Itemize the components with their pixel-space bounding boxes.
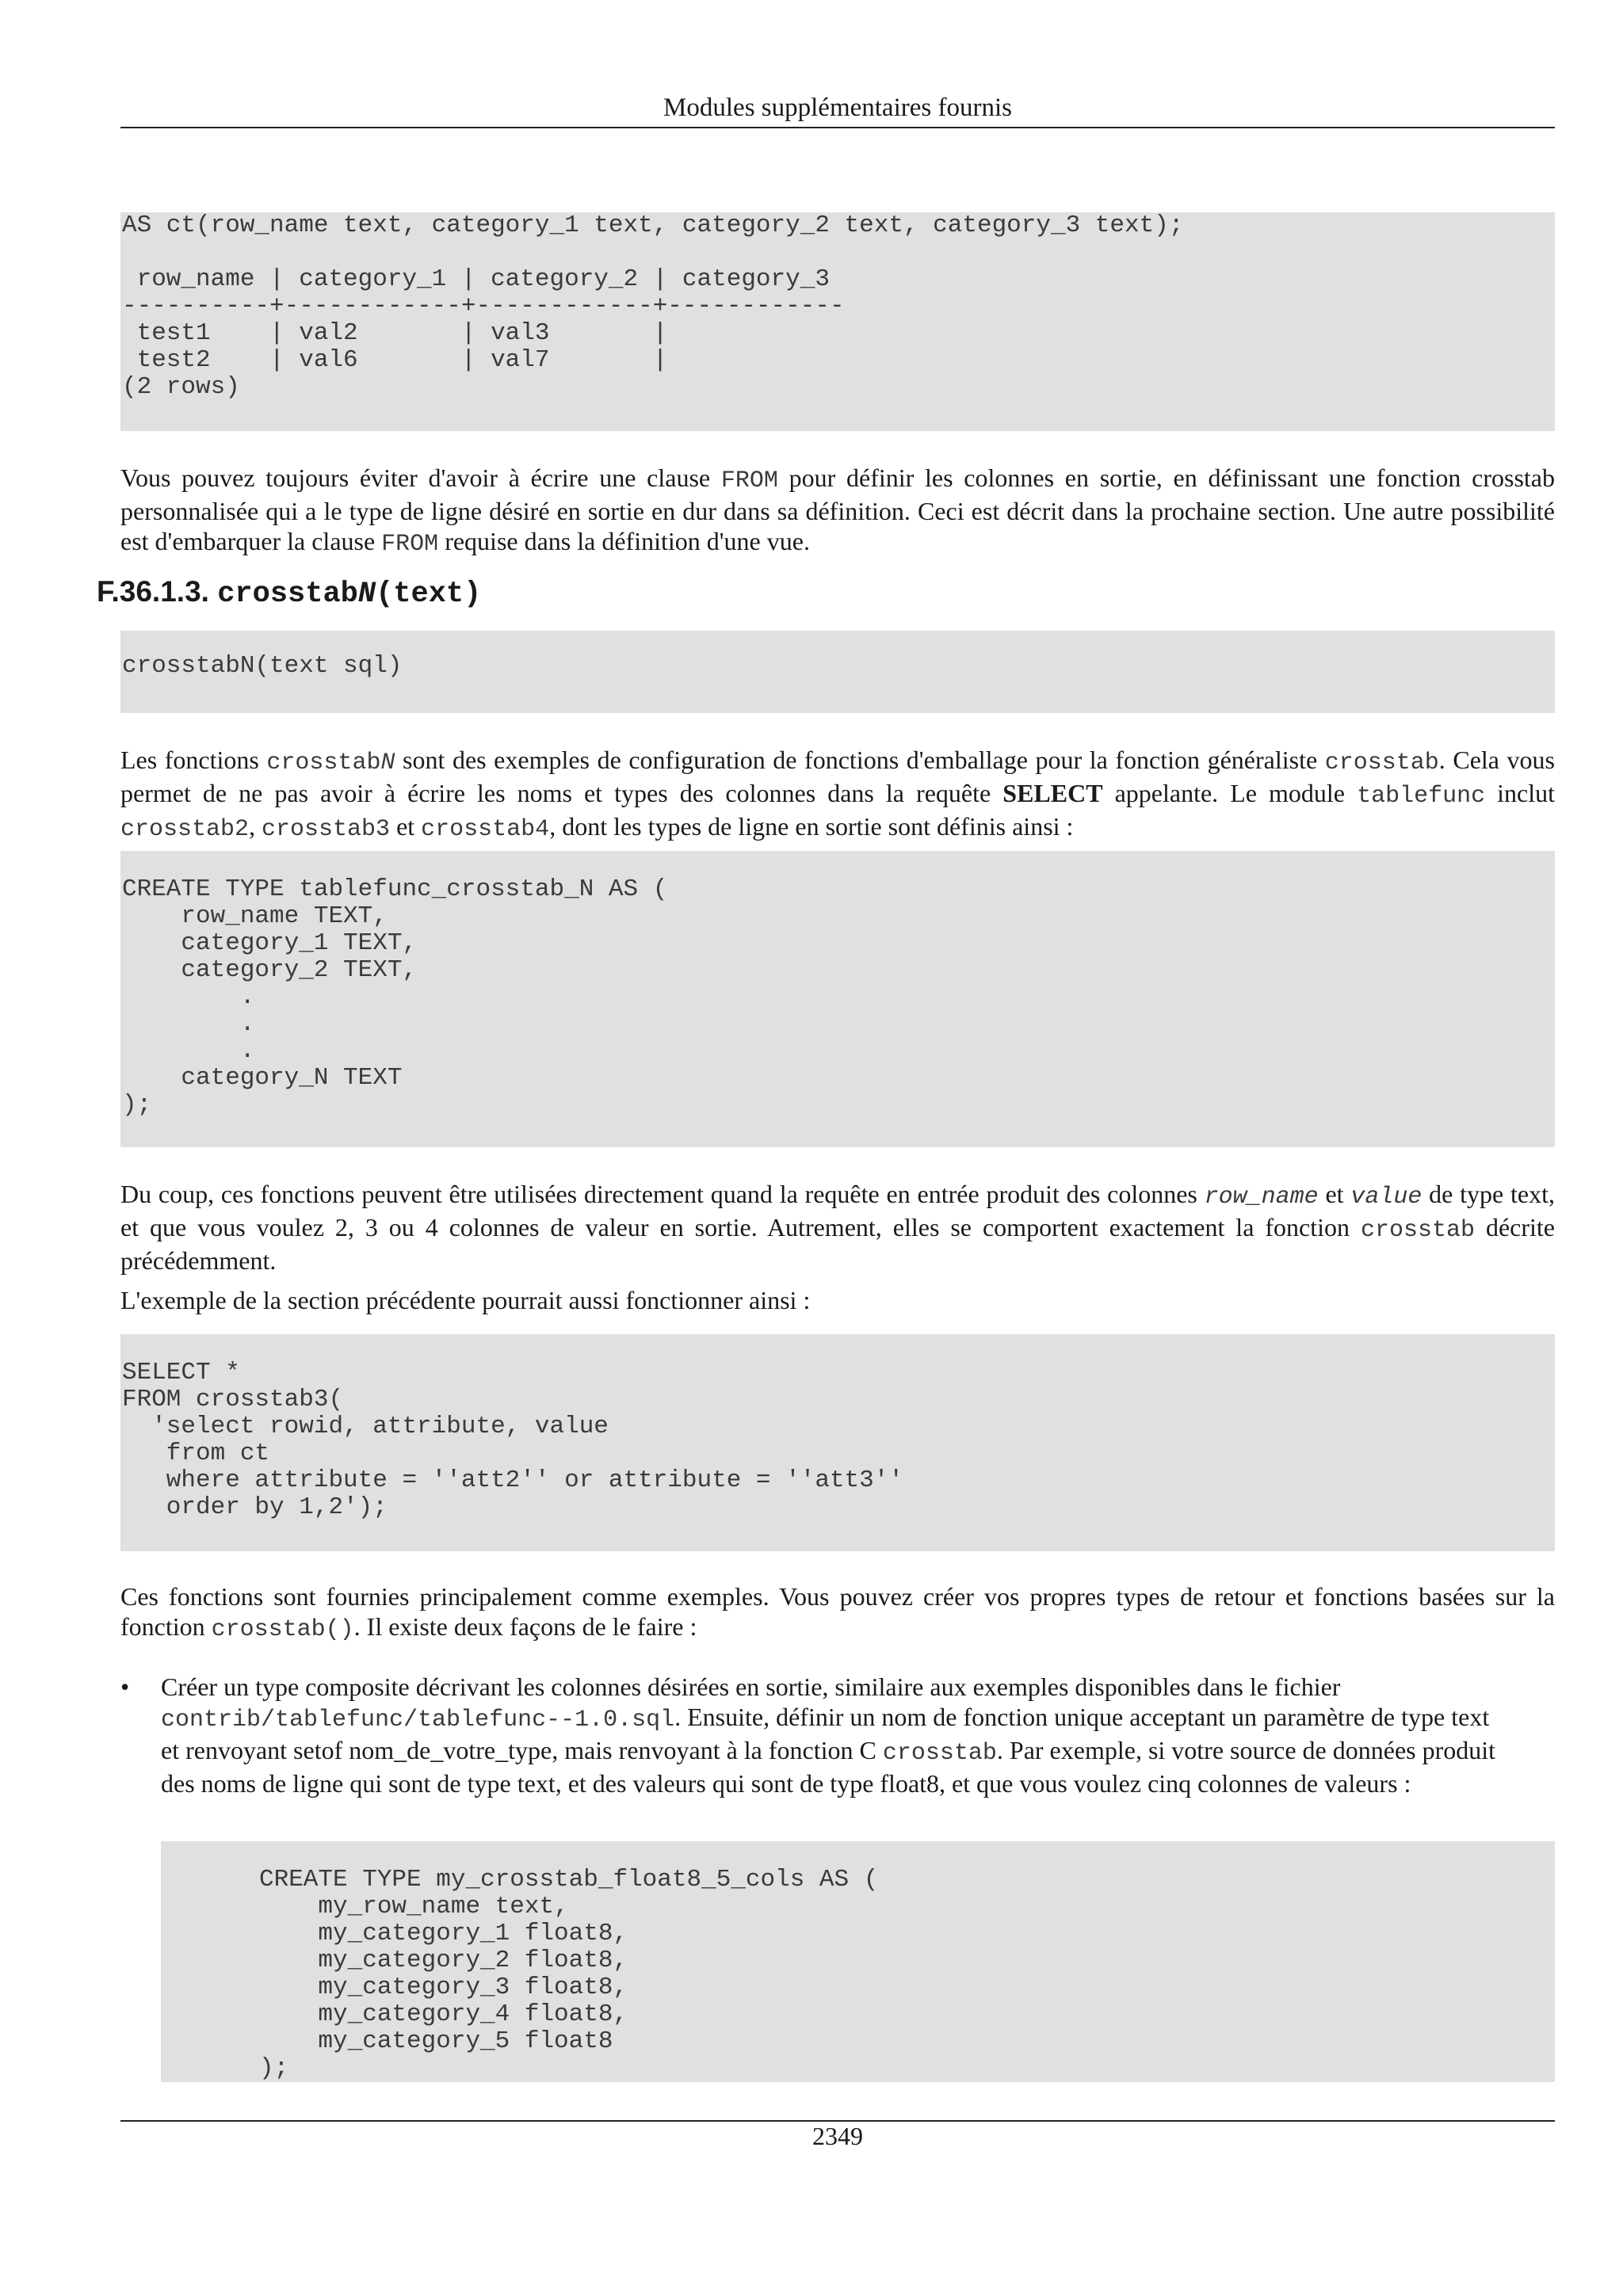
code-block-ct-result: AS ct(row_name text, category_1 text, category_2 text, category_3 text); row_name | category_1 | category_2 | category_3 ----------+------------+------------+------------ test1 | val2 | val3 | test2 | val6 | val7 | (2 rows) xyxy=(120,212,1555,431)
inline-code: FROM xyxy=(381,531,439,558)
section-heading: F.36.1.3. crosstabN(text) xyxy=(97,575,482,611)
paragraph-custom-functions: Ces fonctions sont fournies principalement comme exemples. Vous pouvez créer vos propres types de retour et fonctions basées sur la fonction crosstab(). Il existe deux façons de le faire : xyxy=(120,1582,1555,1643)
bullet-item-composite-type: Créer un type composite décrivant les colonnes désirées en sortie, similaire aux exemples disponibles dans le fichier contrib/tablefunc/tablefunc--1.0.sql. Ensuite, définir un nom de fonction unique acceptant un paramètre de type text et renvoyant setof nom_de_votre_type, mais renvoyant à la fonction C crosstab. Par exemple, si votre source de données produit des noms de ligne qui sont de type text, et des valeurs qui sont de type float8, et que vous voulez cinq colonnes de valeurs : xyxy=(161,1672,1496,1798)
bullet-marker: • xyxy=(120,1672,130,1701)
code-block-create-type-n: CREATE TYPE tablefunc_crosstab_N AS ( row_name TEXT, category_1 TEXT, category_2 TEXT, . . . category_N TEXT ); xyxy=(120,851,1555,1147)
inline-code: FROM xyxy=(720,467,778,494)
paragraph-crosstabn-intro: Les fonctions crosstabN sont des exemples de configuration de fonctions d'emballage pour la fonction généraliste crosstab. Cela vous permet de ne pas avoir à écrire les noms et types des colonnes dans la requête SELECT appelante. Le module tablefunc inclut crosstab2, crosstab3 et crosstab4, dont les types de ligne en sortie sont définis ainsi : xyxy=(120,746,1556,843)
running-header: Modules supplémentaires fournis xyxy=(663,93,1012,122)
paragraph-direct-usage: Du coup, ces fonctions peuvent être utilisées directement quand la requête en entrée produit des colonnes row_name et value de type text, et que vous voulez 2, 3 ou 4 colonnes de valeur en sortie. Autrement, elles se comportent exactement la fonction crosstab décrite précédemment. xyxy=(120,1180,1556,1275)
code-block-crosstabn-signature: crosstabN(text sql) xyxy=(120,631,1555,713)
code-block-select-crosstab3: SELECT * FROM crosstab3( 'select rowid, attribute, value from ct where attribute = ''att2'' or attribute = ''att3'' order by 1,2'); xyxy=(120,1334,1555,1551)
paragraph-example-intro: L'exemple de la section précédente pourrait aussi fonctionner ainsi : xyxy=(120,1286,811,1314)
header-rule xyxy=(120,127,1555,128)
code-block-create-type-float8: CREATE TYPE my_crosstab_float8_5_cols AS ( my_row_name text, my_category_1 float8, my_category_2 float8, my_category_3 float8, my_category_4 float8, my_category_5 float8 ); xyxy=(161,1841,1555,2082)
paragraph-from-clause: Vous pouvez toujours éviter d'avoir à écrire une clause FROM pour définir les colonnes en sortie, en définissant une fonction crosstab personnalisée qui a le type de ligne désiré en sortie en dur dans sa définition. Ceci est décrit dans la prochaine section. Une autre possibilité est d'embarquer la clause FROM requise dans la définition d'une vue. xyxy=(120,463,1556,558)
page-number: 2349 xyxy=(812,2122,863,2150)
